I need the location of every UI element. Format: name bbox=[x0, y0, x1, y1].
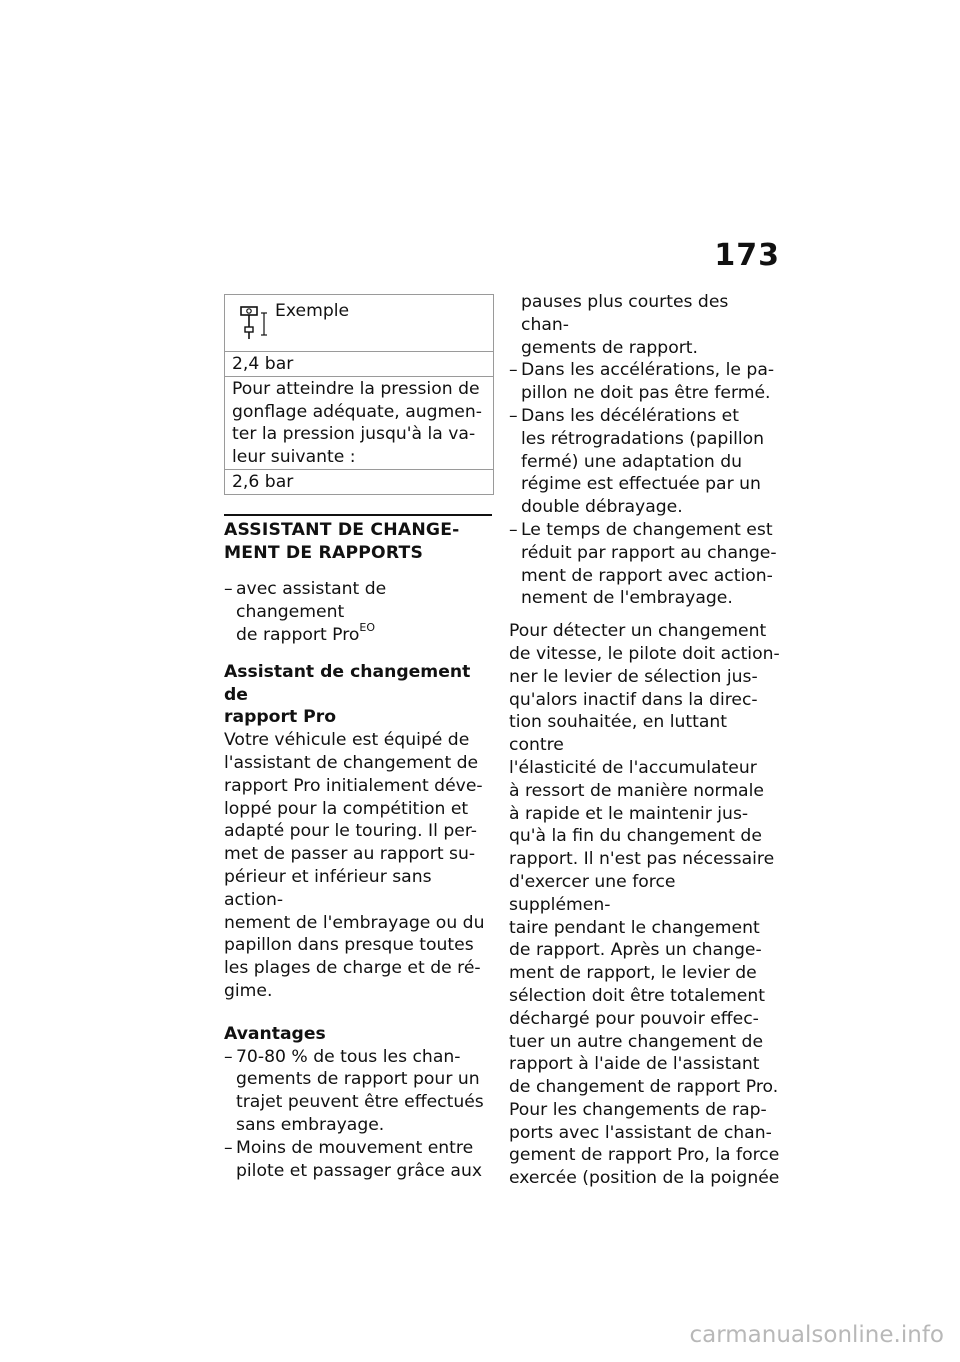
text-line: nement de l'embrayage ou du bbox=[224, 912, 485, 933]
text-line: Le temps de changement est bbox=[521, 519, 773, 540]
text-line: d'exercer une force supplémen- bbox=[509, 871, 676, 915]
text-line: Dans les accélérations, le pa- bbox=[521, 360, 775, 381]
text-line: pillon ne doit pas être fermé. bbox=[521, 383, 771, 404]
text-line: Votre véhicule est équipé de bbox=[224, 730, 470, 751]
bullet-dash: – bbox=[224, 1137, 233, 1158]
text-line: nement de l'embrayage. bbox=[521, 588, 733, 609]
text-line: adapté pour le touring. Il per- bbox=[224, 821, 478, 842]
text-line: gement de rapport Pro, la force bbox=[509, 1145, 780, 1166]
text-line: papillon dans presque toutes bbox=[224, 935, 474, 956]
text-line: Pour atteindre la pression de bbox=[232, 378, 480, 399]
spec-table bbox=[224, 294, 494, 495]
right-column bbox=[509, 291, 781, 1190]
spec-table-title: Exemple bbox=[275, 301, 350, 321]
text-line: gonflage adéquate, augmen- bbox=[232, 401, 482, 422]
text-line: qu'à la fin du changement de bbox=[509, 826, 762, 847]
spec-table-header bbox=[225, 295, 493, 352]
text-line: l'assistant de changement de bbox=[224, 752, 479, 773]
option-code: EO bbox=[359, 621, 376, 635]
text-line: de rapport Pro bbox=[236, 624, 360, 645]
text-line: de rapport. Après un change- bbox=[509, 940, 762, 961]
spec-value-initial: 2,4 bar bbox=[225, 352, 493, 377]
text-line: loppé pour la compétition et bbox=[224, 798, 469, 819]
text-line: régime est effectuée par un bbox=[521, 474, 761, 495]
text-line: déchargé pour pouvoir effec- bbox=[509, 1008, 759, 1029]
text-line: Moins de mouvement entre bbox=[236, 1137, 474, 1158]
list-item bbox=[224, 1137, 492, 1183]
bullet-dash: – bbox=[224, 579, 233, 600]
spec-value-target: 2,6 bar bbox=[232, 471, 294, 492]
text-line: Pour détecter un changement bbox=[509, 621, 767, 642]
text-line: taire pendant le changement bbox=[509, 917, 760, 938]
body-paragraph bbox=[224, 729, 492, 1003]
text-line: ment de rapport avec action- bbox=[521, 565, 773, 586]
text-line: l'élasticité de l'accumulateur bbox=[509, 757, 757, 778]
bullet-dash: – bbox=[224, 1046, 233, 1067]
list-item bbox=[509, 359, 781, 405]
text-line: rapport à l'aide de l'assistant bbox=[509, 1054, 760, 1075]
text-line: tion souhaitée, en luttant contre bbox=[509, 712, 728, 756]
text-line: réduit par rapport au change- bbox=[521, 542, 777, 563]
text-line: met de passer au rapport su- bbox=[224, 844, 476, 865]
spec-note bbox=[225, 377, 493, 470]
text-line: à rapide et le maintenir jus- bbox=[509, 803, 749, 824]
text-line: gements de rapport pour un bbox=[236, 1069, 480, 1090]
text-line: qu'alors inactif dans la direc- bbox=[509, 689, 758, 710]
list-item bbox=[224, 1046, 492, 1137]
tire-pressure-gauge-icon bbox=[239, 305, 269, 341]
text-line: les plages de charge et de ré- bbox=[224, 958, 481, 979]
text-line: sélection doit être totalement bbox=[509, 985, 765, 1006]
advantages-heading: Avantages bbox=[224, 1023, 326, 1044]
text-line: ter la pression jusqu'à la va- bbox=[232, 424, 476, 445]
section-divider bbox=[224, 514, 492, 516]
watermark: carmanualsonline.info bbox=[689, 1322, 944, 1348]
text-line: rapport. Il n'est pas nécessaire bbox=[509, 849, 775, 870]
text-line: sans embrayage. bbox=[236, 1114, 385, 1135]
text-line: avec assistant de changement bbox=[236, 579, 387, 623]
heading-line: MENT DE RAPPORTS bbox=[224, 542, 424, 563]
text-line: de vitesse, le pilote doit action- bbox=[509, 643, 780, 664]
text-line: à ressort de manière normale bbox=[509, 780, 764, 801]
text-line: rapport Pro initialement déve- bbox=[224, 775, 483, 796]
subheading bbox=[224, 661, 492, 729]
text-line: ner le levier de sélection jus- bbox=[509, 666, 758, 687]
text-line: leur suivante : bbox=[232, 447, 356, 468]
text-line: périeur et inférieur sans action- bbox=[224, 866, 432, 910]
text-line: de changement de rapport Pro. bbox=[509, 1077, 779, 1098]
text-line: ports avec l'assistant de chan- bbox=[509, 1122, 772, 1143]
list-item-continuation bbox=[509, 291, 781, 359]
text-line: 70-80 % de tous les chan- bbox=[236, 1046, 461, 1067]
list-item bbox=[509, 519, 781, 610]
text-line: exercée (position de la poignée bbox=[509, 1168, 780, 1189]
section-heading bbox=[224, 519, 492, 565]
text-line: pilote et passager grâce aux bbox=[236, 1160, 483, 1181]
list-item bbox=[509, 405, 781, 519]
body-paragraph bbox=[509, 620, 781, 1190]
text-line: Dans les décélérations et bbox=[521, 405, 739, 426]
text-line: ment de rapport, le levier de bbox=[509, 963, 757, 984]
bullet-dash: – bbox=[509, 405, 518, 426]
page-number: 173 bbox=[714, 238, 780, 273]
heading-line: ASSISTANT DE CHANGE- bbox=[224, 519, 460, 540]
heading-line: Assistant de changement de bbox=[224, 661, 471, 705]
text-line: tuer un autre changement de bbox=[509, 1031, 764, 1052]
list-item bbox=[224, 578, 492, 646]
text-line: Pour les changements de rap- bbox=[509, 1099, 767, 1120]
text-line: trajet peuvent être effectués bbox=[236, 1092, 484, 1113]
bullet-dash: – bbox=[509, 360, 518, 381]
text-line: gements de rapport. bbox=[521, 337, 699, 358]
text-line: fermé) une adaptation du bbox=[521, 451, 743, 472]
text-line: gime. bbox=[224, 980, 273, 1001]
text-line: pauses plus courtes des chan- bbox=[521, 292, 729, 335]
text-line: les rétrogradations (papillon bbox=[521, 428, 765, 449]
bullet-dash: – bbox=[509, 519, 518, 540]
text-line: double débrayage. bbox=[521, 497, 683, 518]
heading-line: rapport Pro bbox=[224, 707, 337, 728]
left-column bbox=[224, 294, 492, 1182]
